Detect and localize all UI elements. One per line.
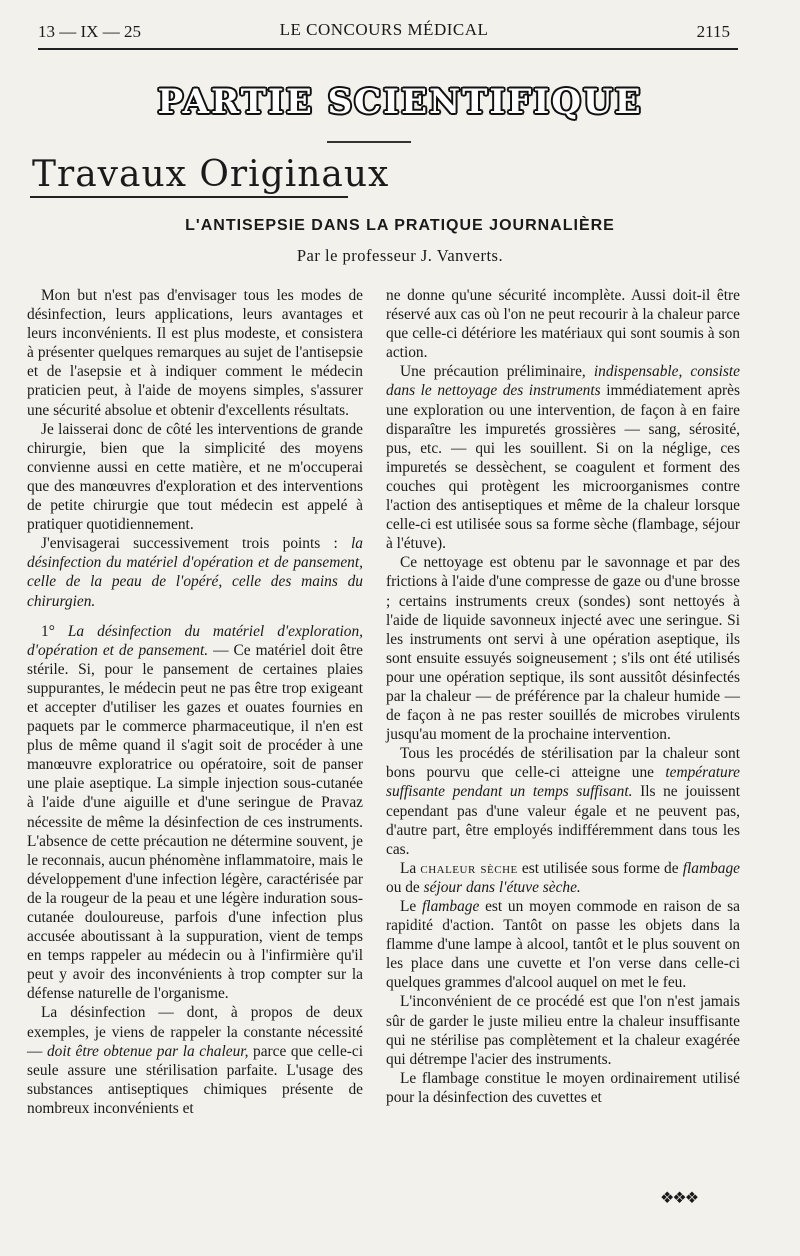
text-run: 1° (41, 622, 68, 640)
paragraph (27, 622, 363, 1004)
paragraph: Je laisserai donc de côté les interventions de grande chirurgie, bien que la simplicité des moyens convienne aussi en cette matière, et ne m'occuperai que des manœuvres d'exploration et des interventions de petite chirurgie que tout médecin est appelé à pratiquer quotidiennement. (27, 420, 363, 534)
paragraph (386, 897, 740, 992)
italic-text-run: indispensable, consiste dans le nettoyage des instruments (386, 363, 740, 400)
text-run: Une précaution préliminaire, (400, 363, 594, 381)
paragraph (386, 859, 740, 897)
article-byline: Par le professeur J. Vanverts. (296, 246, 504, 265)
text-run: est utilisée sous forme de (517, 859, 683, 877)
text-run: La (400, 859, 421, 877)
section-title: PARTIE SCIENTIFIQUE (157, 82, 643, 122)
italic-text-run: flambage (422, 898, 480, 915)
journal-name: LE CONCOURS MÉDICAL (279, 20, 489, 39)
paragraph (27, 1003, 363, 1118)
paragraph: ne donne qu'une sécurité incomplète. Aussi doit-il être réservé aux cas où l'on ne peut recourir à la chaleur parce que celle-ci détériore les matériaux qui sont soumis à son action. (386, 287, 740, 362)
rubric-rule (30, 196, 348, 198)
paragraph: Ce nettoyage est obtenu par le savonnage et par des frictions à l'aide d'une compresse de gaze ou d'une brosse ; certains instruments creux (sondes) sont nettoyés à l'aide de liquide savonneux injecté avec une seringue. Si les instruments ont servi à une opération aseptique, ils sont ensuite essuyés soigneusement ; s'ils ont été utilisés pour une opération septique, ils sont aussitôt désinfectés par la chaleur — de préférence par la chaleur humide — de façon à ne pas rester souillés de microbes virulents jusqu'au moment de la prochaine intervention. (386, 554, 740, 744)
text-run: parce que celle-ci seule assure une stérilisation parfaite. L'usage des substances antiseptiques chimiques présente de nombreux inconvénients et (27, 1042, 364, 1117)
italic-text-run: flambage (682, 859, 740, 877)
page-number: 2115 (696, 22, 730, 41)
paragraph: L'inconvénient de ce procédé est que l'on n'est jamais sûr de garder le juste milieu entre la chaleur insuffisante qui ne stérilise pas complètement et la chaleur exagérée qui détrempe l'acier des instruments. (386, 993, 740, 1068)
text-run: Ils ne jouissent cependant pas d'une valeur égale et ne peuvent pas, d'autre part, être employés indifféremment dans tous les cas. (386, 783, 741, 858)
continuation-ornament: ❖❖❖ (660, 1190, 698, 1207)
italic-text-run: la désinfection du matériel d'opération et de pansement, celle de la peau de l'opéré, celle des mains du chirurgien. (27, 535, 363, 610)
italic-text-run: température suffisante pendant un temps suffisant. (386, 764, 740, 801)
paragraph: Mon but n'est pas d'envisager tous les modes de désinfection, leurs applications, leurs avantages et leurs inconvénients. Il est plus modeste, et consistera à présenter quelques remarques au sujet de l'antisepsie et de l'asepsie et à indiquer comment le médecin praticien peut, à l'aide de moyens simples, s'assurer une sécurité absolue et obtenir d'excellents résultats. (27, 287, 363, 419)
issue-date: 13 — IX — 25 (38, 22, 141, 41)
text-run: — Ce matériel doit être stérile. Si, pour le pansement de certaines plaies suppurantes, le médecin peut ne pas être trop exigeant et accepter d'utiliser les gazes et ouates fournies en paquets par le commerce pharmaceutique, il n'en est plus de même quand il s'agit soit de procéder à une manœuvre exploratrice ou opératoire, soit de panser une plaie aseptique. La simple injection sous-cutanée à l'aide d'une aiguille et d'une seringue de Pravaz nécessite de même la désinfection de ces instruments. L'absence de cette précaution ne détermine souvent, je le reconnais, aucun phénomène inflammatoire, mais le développement d'une infection légère, caractérisée par de la rougeur de la peau et une légère induration sous-cutanée douloureuse, parfois d'une infection plus accusée aboutissant à la suppuration, vient de temps en temps rappeler au médecin ou à l'infirmière qu'il peut y avoir des inconvénients à trop compter sur la défense naturelle de l'organisme. (27, 641, 363, 1003)
text-run: ou de (386, 878, 424, 896)
paragraph: Le flambage constitue le moyen ordinairement utilisé pour la désinfection des cuvettes et (386, 1069, 740, 1106)
text-run: Tous les procédés de stérilisation par la chaleur sont bons pourvu que celle-ci atteigne une (386, 745, 740, 782)
rubric-title: Travaux Originaux (32, 154, 390, 195)
paragraph (386, 362, 740, 553)
running-header (38, 18, 730, 44)
paragraph (386, 744, 740, 859)
text-run: Le (400, 898, 423, 915)
italic-heading: La désinfection du matériel d'exploration, d'opération et de pansement. (27, 622, 363, 659)
text-run: La désinfection — dont, à propos de deux exemples, je viens de rappeler la constante nécessité — (27, 1004, 363, 1060)
right-column (386, 286, 740, 1107)
text-run: est un moyen commode en raison de sa rapidité d'action. Tantôt on passe les objets dans la flamme d'une lampe à alcool, tantôt et le plus souvent on les place dans une cuvette et l'on verse dans celle-ci quelques grammes d'alcool auquel on met le feu. (386, 898, 740, 992)
header-rule (38, 48, 738, 50)
left-column (27, 286, 363, 1118)
text-run: immédiatement après une exploration ou une intervention, de façon à en faire disparaître les impuretés grossières — sang, sérosité, pus, etc. — qui les souillent. Si on la néglige, ces impuretés se dessèchent, se coagulent et forment des couches qui protègent les microorganismes contre l'action des antiseptiques et même de la chaleur lorsque celle-ci est utilisée sous sa forme sèche (flambage, séjour à l'étuve). (386, 382, 740, 553)
paragraph (27, 534, 363, 610)
italic-text-run: doit être obtenue par la chaleur, (46, 1042, 249, 1060)
article-title: L'ANTISEPSIE DANS LA PRATIQUE JOURNALIÈRE (185, 217, 615, 234)
italic-text-run: séjour dans l'étuve sèche. (423, 878, 581, 896)
small-caps-term: chaleur sèche (420, 859, 518, 877)
text-run: J'envisagerai successivement trois points : (41, 535, 338, 553)
section-rule (327, 141, 411, 143)
